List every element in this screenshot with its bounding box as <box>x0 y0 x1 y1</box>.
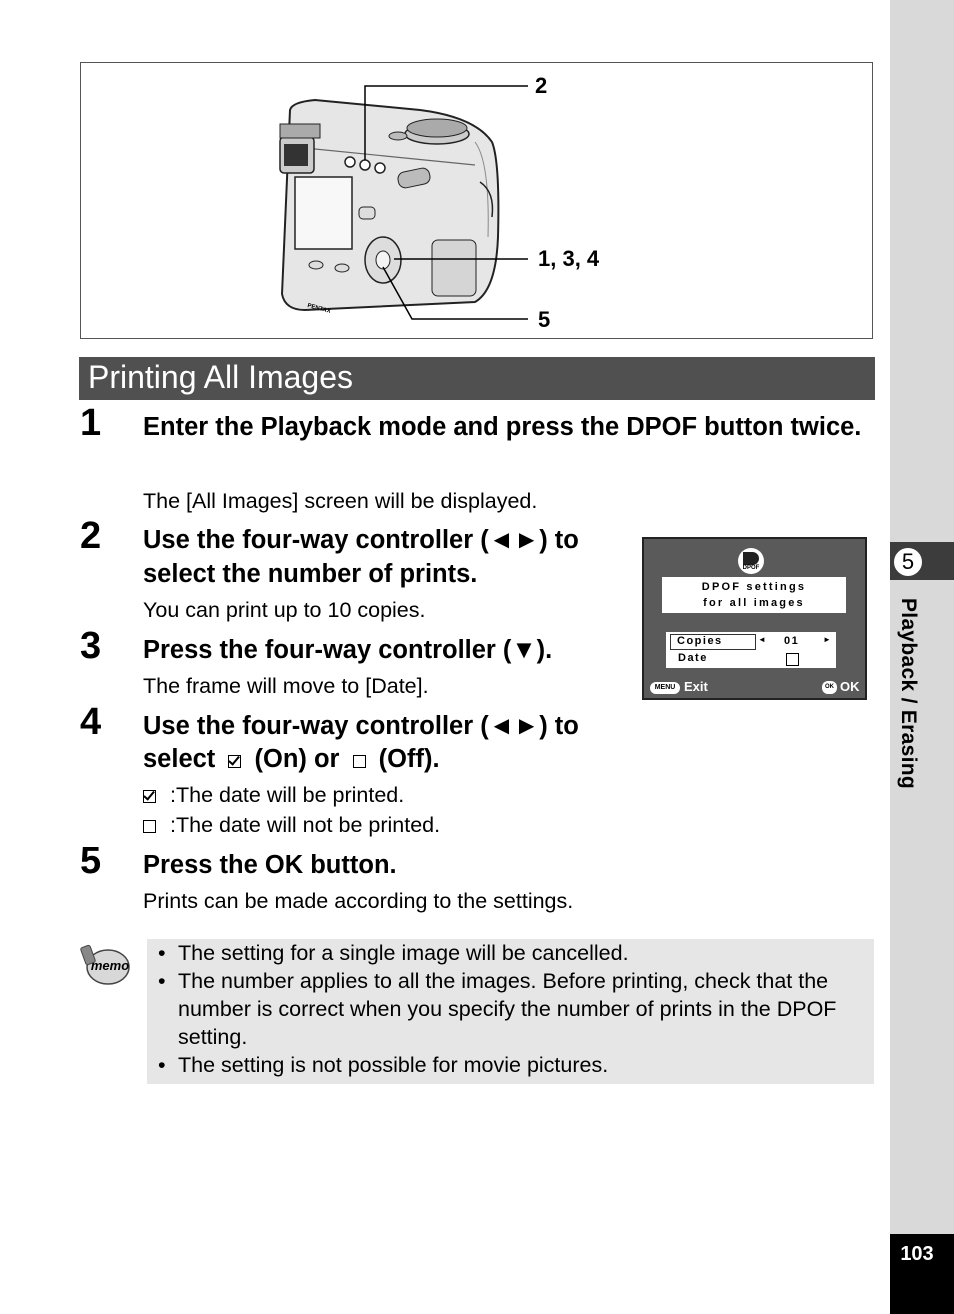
left-arrow-icon: ◄ <box>758 635 768 644</box>
memo-icon <box>80 940 132 990</box>
checkbox-off-icon <box>353 755 366 768</box>
memo-box <box>147 939 874 1084</box>
callout-5: 5 <box>538 307 551 332</box>
step-4-off-line <box>143 810 440 840</box>
checkbox-off-icon <box>143 820 156 833</box>
memo-label: memo <box>90 958 130 973</box>
lcd-settings-panel <box>666 632 836 668</box>
camera-brand: PENTAX <box>306 303 332 315</box>
callout-2: 2 <box>535 73 548 98</box>
step-4-number: 4 <box>80 701 102 743</box>
section-title-bar <box>79 357 875 400</box>
step-1-heading: Enter the Playback mode and press the DPOF button twice. <box>143 413 862 441</box>
on-description: :The date will be printed. <box>170 783 405 807</box>
date-checkbox <box>786 653 799 666</box>
step-3-heading: Press the four-way controller (▼). <box>143 636 553 664</box>
step-2-heading-line2: select the number of prints. <box>143 560 478 588</box>
copies-value: 01 <box>784 635 800 647</box>
menu-button-icon: MENU <box>650 682 680 694</box>
page-number: 103 <box>900 1243 934 1265</box>
dpof-icon: DPOF <box>738 548 764 574</box>
lcd-dpof-screen <box>642 537 867 700</box>
date-label: Date <box>678 652 708 664</box>
step-1-body: The [All Images] screen will be displayed. <box>143 489 538 513</box>
right-arrow-icon: ► <box>823 635 833 644</box>
step-4-on-line <box>143 780 404 810</box>
section-title: Printing All Images <box>88 359 354 395</box>
step-5-heading: Press the OK button. <box>143 851 397 879</box>
step-4-off-text: (Off). <box>378 745 440 773</box>
chapter-title: Playback / Erasing <box>897 598 920 789</box>
exit-label: Exit <box>684 679 708 694</box>
memo-item: • The setting for a single image will be cancelled. <box>147 939 874 967</box>
callout-1-3-4: 1, 3, 4 <box>538 246 600 271</box>
chapter-number: 5 <box>893 547 923 577</box>
checkbox-on-icon <box>143 790 156 803</box>
memo-item: • The setting is not possible for movie pictures. <box>147 1051 874 1079</box>
lcd-title-line2: for all images <box>703 597 805 609</box>
step-3-body: The frame will move to [Date]. <box>143 674 429 698</box>
step-5-body: Prints can be made according to the settings. <box>143 889 574 913</box>
step-4-heading-line1: Use the four-way controller (◄►) to <box>143 712 579 740</box>
camera-back-illustration <box>80 62 873 339</box>
step-2-number: 2 <box>80 515 102 557</box>
step-4-select-text: select <box>143 745 216 773</box>
ok-button-icon: OK <box>822 681 837 694</box>
lcd-title-line1: DPOF settings <box>701 581 807 593</box>
step-3-number: 3 <box>80 625 102 667</box>
memo-item: • The number applies to all the images. Before printing, check that the number is correct when you specify the number of prints in the DPOF setting. <box>147 967 874 1051</box>
step-4-on-text: (On) or <box>254 745 340 773</box>
copies-label: Copies <box>677 635 723 647</box>
ok-label: OK <box>840 679 860 694</box>
lcd-title-box <box>662 577 846 613</box>
step-5-number: 5 <box>80 840 102 882</box>
checkbox-on-icon <box>228 755 241 768</box>
step-1-number: 1 <box>80 402 102 444</box>
step-2-body: You can print up to 10 copies. <box>143 598 426 622</box>
step-2-heading-line1: Use the four-way controller (◄►) to <box>143 526 579 554</box>
off-description: :The date will not be printed. <box>170 813 441 837</box>
step-4-heading-line2 <box>143 742 440 776</box>
